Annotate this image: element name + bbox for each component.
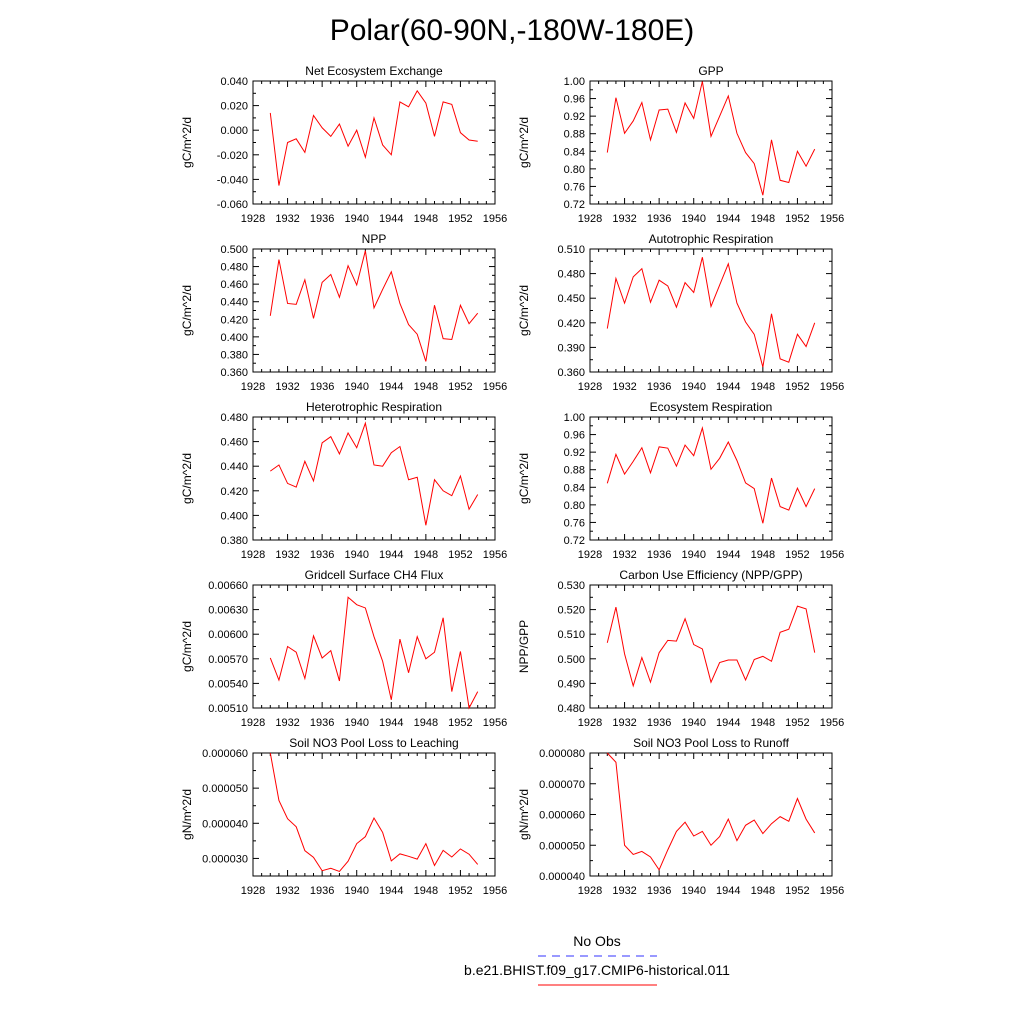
x-tick-label: 1952 <box>448 717 473 729</box>
x-tick-label: 1928 <box>240 549 266 561</box>
x-tick-label: 1940 <box>344 885 369 897</box>
y-axis-label: gC/m^2/d <box>517 453 531 504</box>
chart-panel <box>180 400 507 561</box>
chart-panel <box>517 64 844 225</box>
x-tick-label: 1948 <box>750 549 776 561</box>
y-tick-label: 0.390 <box>557 342 585 355</box>
x-tick-label: 1936 <box>309 885 335 897</box>
y-tick-label: 0.020 <box>220 100 248 113</box>
y-axis-label: gC/m^2/d <box>180 453 194 504</box>
x-tick-label: 1952 <box>785 885 810 897</box>
y-tick-label: 0.400 <box>220 331 248 344</box>
x-tick-label: 1936 <box>309 549 335 561</box>
x-tick-label: 1928 <box>577 885 603 897</box>
y-tick-label: 0.000060 <box>539 809 585 822</box>
y-tick-label: 0.00600 <box>208 629 248 642</box>
panel-title: GPP <box>698 64 724 78</box>
y-tick-label: 0.76 <box>563 517 585 530</box>
y-tick-label: 0.500 <box>557 653 585 666</box>
y-tick-label: 0.000050 <box>539 840 585 853</box>
panel-title: NPP <box>361 232 387 246</box>
y-tick-label: 0.000 <box>220 125 248 138</box>
x-tick-label: 1948 <box>750 717 776 729</box>
chart-panel <box>517 232 844 393</box>
x-tick-label: 1956 <box>819 381 845 393</box>
x-tick-label: 1940 <box>681 381 706 393</box>
series-line <box>270 597 477 708</box>
y-axis-label: NPP/GPP <box>517 619 531 674</box>
y-tick-label: 0.000040 <box>202 818 248 831</box>
x-tick-label: 1948 <box>750 885 776 897</box>
y-tick-label: 0.510 <box>557 244 585 256</box>
x-tick-label: 1944 <box>379 381 404 393</box>
plot-frame <box>253 81 495 204</box>
x-tick-label: 1956 <box>482 381 508 393</box>
x-tick-label: 1936 <box>309 717 335 729</box>
y-tick-label: 0.480 <box>557 703 585 715</box>
x-tick-label: 1944 <box>716 717 741 729</box>
x-tick-label: 1956 <box>482 885 508 897</box>
x-tick-label: 1936 <box>646 213 672 225</box>
y-tick-label: 1.00 <box>563 412 585 424</box>
legend <box>464 933 730 985</box>
x-tick-label: 1932 <box>275 381 300 393</box>
y-tick-label: 0.480 <box>557 268 585 281</box>
x-tick-label: 1936 <box>646 717 672 729</box>
chart-panel <box>180 232 507 393</box>
x-tick-label: 1928 <box>577 717 603 729</box>
y-tick-label: 0.00630 <box>208 604 248 617</box>
y-tick-label: 0.530 <box>557 580 585 592</box>
x-tick-label: 1956 <box>482 213 508 225</box>
y-tick-label: 0.84 <box>563 482 585 495</box>
y-tick-label: 0.80 <box>563 163 585 176</box>
y-tick-label: 0.460 <box>220 436 248 449</box>
x-tick-label: 1936 <box>646 885 672 897</box>
x-tick-label: 1948 <box>750 213 776 225</box>
x-tick-label: 1936 <box>646 549 672 561</box>
y-tick-label: 0.000040 <box>539 871 585 883</box>
y-tick-label: 0.000030 <box>202 853 248 866</box>
y-tick-label: 0.72 <box>563 199 585 211</box>
y-tick-label: 1.00 <box>563 76 585 88</box>
chart-panel <box>180 736 507 897</box>
x-tick-label: 1944 <box>716 885 741 897</box>
x-tick-label: 1952 <box>448 213 473 225</box>
chart-panel <box>180 568 507 729</box>
page-title: Polar(60-90N,-180W-180E) <box>329 14 695 47</box>
plot-frame <box>590 81 832 204</box>
y-axis-label: gN/m^2/d <box>517 789 531 840</box>
plot-frame <box>253 585 495 708</box>
x-tick-label: 1952 <box>785 381 810 393</box>
x-tick-label: 1940 <box>344 717 369 729</box>
y-tick-label: 0.000050 <box>202 783 248 796</box>
y-tick-label: 0.84 <box>563 146 585 159</box>
series-line <box>270 251 477 362</box>
x-tick-label: 1940 <box>344 549 369 561</box>
y-tick-label: 0.480 <box>220 412 248 424</box>
y-tick-label: 0.440 <box>220 461 248 474</box>
plot-frame <box>590 753 832 876</box>
y-tick-label: 0.510 <box>557 629 585 642</box>
x-tick-label: 1944 <box>716 213 741 225</box>
x-tick-label: 1928 <box>577 549 603 561</box>
x-tick-label: 1928 <box>577 213 603 225</box>
x-tick-label: 1948 <box>413 381 439 393</box>
x-tick-label: 1928 <box>577 381 603 393</box>
x-tick-label: 1940 <box>681 885 706 897</box>
chart-panel <box>180 64 507 225</box>
x-tick-label: 1928 <box>240 717 266 729</box>
x-tick-label: 1952 <box>785 717 810 729</box>
x-tick-label: 1932 <box>275 717 300 729</box>
x-tick-label: 1948 <box>413 717 439 729</box>
series-line <box>607 606 814 686</box>
x-tick-label: 1932 <box>275 549 300 561</box>
y-tick-label: 0.88 <box>563 128 585 141</box>
x-tick-label: 1932 <box>612 381 637 393</box>
y-axis-label: gC/m^2/d <box>180 621 194 672</box>
chart-panel <box>517 400 844 561</box>
y-tick-label: 0.000070 <box>539 778 585 791</box>
x-tick-label: 1940 <box>344 381 369 393</box>
x-tick-label: 1940 <box>344 213 369 225</box>
y-axis-label: gC/m^2/d <box>180 117 194 168</box>
y-tick-label: 0.00660 <box>208 580 248 592</box>
x-tick-label: 1956 <box>482 549 508 561</box>
chart-panel <box>517 568 844 729</box>
x-tick-label: 1956 <box>819 549 845 561</box>
panel-title: Autotrophic Respiration <box>648 232 774 246</box>
x-tick-label: 1932 <box>275 885 300 897</box>
plot-frame <box>590 417 832 540</box>
x-tick-label: 1940 <box>681 549 706 561</box>
panel-title: Net Ecosystem Exchange <box>305 64 443 78</box>
x-tick-label: 1952 <box>448 885 473 897</box>
x-tick-label: 1932 <box>275 213 300 225</box>
x-tick-label: 1936 <box>646 381 672 393</box>
y-tick-label: 0.92 <box>563 447 585 460</box>
x-tick-label: 1948 <box>413 885 439 897</box>
plot-frame <box>590 585 832 708</box>
panel-title: Soil NO3 Pool Loss to Leaching <box>289 736 459 750</box>
y-tick-label: 0.420 <box>557 317 585 330</box>
x-tick-label: 1948 <box>750 381 776 393</box>
y-tick-label: 0.96 <box>563 429 585 442</box>
x-tick-label: 1948 <box>413 213 439 225</box>
x-tick-label: 1944 <box>716 381 741 393</box>
x-tick-label: 1952 <box>448 549 473 561</box>
y-tick-label: 0.72 <box>563 535 585 547</box>
y-tick-label: 0.00570 <box>208 653 248 666</box>
x-tick-label: 1932 <box>612 213 637 225</box>
x-tick-label: 1956 <box>819 213 845 225</box>
y-tick-label: 0.92 <box>563 111 585 124</box>
y-tick-label: 0.360 <box>557 367 585 379</box>
y-tick-label: 0.380 <box>220 535 248 547</box>
y-axis-label: gC/m^2/d <box>180 285 194 336</box>
series-line <box>607 753 814 870</box>
panel-title: Heterotrophic Respiration <box>305 400 443 414</box>
x-tick-label: 1944 <box>379 717 404 729</box>
y-tick-label: 0.000080 <box>539 748 585 760</box>
y-tick-label: 0.460 <box>220 279 248 292</box>
x-tick-label: 1944 <box>716 549 741 561</box>
x-tick-label: 1932 <box>612 549 637 561</box>
y-axis-label: gC/m^2/d <box>517 285 531 336</box>
panel-title: Ecosystem Respiration <box>649 400 773 414</box>
x-tick-label: 1928 <box>240 885 266 897</box>
y-tick-label: 0.520 <box>557 604 585 617</box>
x-tick-label: 1936 <box>309 381 335 393</box>
x-tick-label: 1932 <box>612 717 637 729</box>
series-line <box>607 257 814 367</box>
y-tick-label: 0.00540 <box>208 678 248 691</box>
series-line <box>270 753 477 871</box>
y-tick-label: 0.420 <box>220 314 248 327</box>
legend-model-label: b.e21.BHIST.f09_g17.CMIP6-historical.011 <box>464 962 730 978</box>
x-tick-label: 1940 <box>681 717 706 729</box>
x-tick-label: 1952 <box>785 549 810 561</box>
x-tick-label: 1932 <box>612 885 637 897</box>
x-tick-label: 1948 <box>413 549 439 561</box>
panel-title: Soil NO3 Pool Loss to Runoff <box>633 736 789 750</box>
y-tick-label: 0.76 <box>563 181 585 194</box>
y-tick-label: -0.040 <box>216 174 248 187</box>
plot-frame <box>590 249 832 372</box>
x-tick-label: 1944 <box>379 213 404 225</box>
series-line <box>607 428 814 523</box>
x-tick-label: 1956 <box>819 717 845 729</box>
series-line <box>607 81 814 195</box>
y-tick-label: 0.000060 <box>202 748 248 760</box>
y-tick-label: 0.480 <box>220 261 248 274</box>
x-tick-label: 1944 <box>379 549 404 561</box>
x-tick-label: 1956 <box>482 717 508 729</box>
y-tick-label: 0.80 <box>563 499 585 512</box>
y-tick-label: 0.00510 <box>208 703 248 715</box>
y-tick-label: 0.500 <box>220 244 248 256</box>
y-tick-label: 0.360 <box>220 367 248 379</box>
y-tick-label: 0.440 <box>220 296 248 309</box>
y-axis-label: gC/m^2/d <box>517 117 531 168</box>
y-tick-label: 0.490 <box>557 678 585 691</box>
y-tick-label: -0.060 <box>216 199 248 211</box>
y-tick-label: -0.020 <box>216 149 248 162</box>
x-tick-label: 1940 <box>681 213 706 225</box>
plot-frame <box>253 417 495 540</box>
x-tick-label: 1952 <box>448 381 473 393</box>
y-axis-label: gN/m^2/d <box>180 789 194 840</box>
y-tick-label: 0.88 <box>563 464 585 477</box>
y-tick-label: 0.040 <box>220 76 248 88</box>
x-tick-label: 1952 <box>785 213 810 225</box>
y-tick-label: 0.420 <box>220 485 248 498</box>
y-tick-label: 0.450 <box>557 293 585 306</box>
x-tick-label: 1944 <box>379 885 404 897</box>
series-line <box>270 91 477 186</box>
panel-title: Gridcell Surface CH4 Flux <box>304 568 444 582</box>
legend-obs-label: No Obs <box>573 933 621 949</box>
panel-title: Carbon Use Efficiency (NPP/GPP) <box>619 568 803 582</box>
chart-panel <box>517 736 844 897</box>
x-tick-label: 1928 <box>240 213 266 225</box>
y-tick-label: 0.400 <box>220 510 248 523</box>
x-tick-label: 1928 <box>240 381 266 393</box>
y-tick-label: 0.96 <box>563 93 585 106</box>
x-tick-label: 1956 <box>819 885 845 897</box>
y-tick-label: 0.380 <box>220 349 248 362</box>
plot-frame <box>253 753 495 876</box>
panels-grid <box>180 64 844 897</box>
x-tick-label: 1936 <box>309 213 335 225</box>
series-line <box>270 423 477 525</box>
